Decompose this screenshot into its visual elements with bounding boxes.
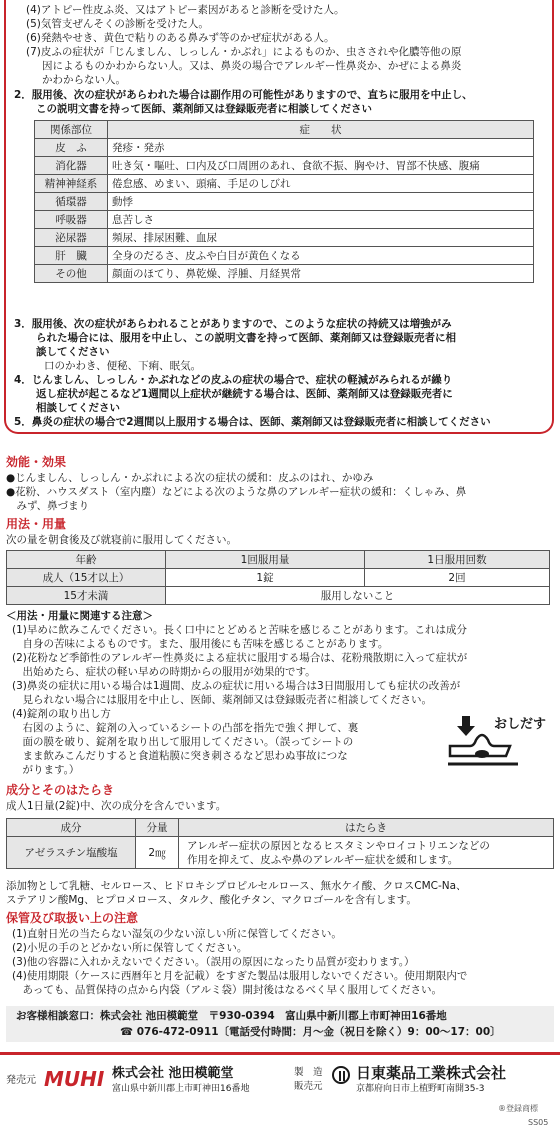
dosage-note: 右図のように、錠剤の入っているシートの凸部を指先で強く押して、裏 <box>12 722 359 734</box>
warn-item-3-sub: 口のかわき、便秘、下痢、眠気。 <box>44 360 202 372</box>
dosage-head-age: 年齢 <box>7 551 166 569</box>
nitto-logo-icon <box>332 1066 350 1084</box>
seller-name: 株式会社 池田模範堂 <box>112 1066 234 1081</box>
warn-item-4c: 相談してください <box>36 402 120 414</box>
table-row-part: 循環器 <box>35 193 108 211</box>
table-row-symptom: 発疹・発赤 <box>108 139 534 157</box>
table-row-symptom: 息苦しさ <box>108 211 534 229</box>
dosage-title: 用法・用量 <box>6 517 67 531</box>
footer-divider <box>0 1052 560 1055</box>
warn-item-4b: 返し症状が起こるなど1週間以上症状が継続する場合は、医師、薬剤師又は登録販売者に <box>36 388 453 400</box>
warn-item-5: (5)気管支ぜんそくの診断を受けた人。 <box>26 18 209 30</box>
table-row-symptom: 全身のだるさ、皮ふや白目が黄色くなる <box>108 247 534 265</box>
contact-phone[interactable]: ☎ 076-472-0911〔電話受付時間：月～金（祝日を除く）9：00～17：00〕 <box>120 1026 501 1038</box>
additives-line: ステアリン酸Mg、ヒプロメロース、タルク、酸化チタン、マクロゴールを含有します。 <box>6 894 417 906</box>
dosage-note: (2)花粉など季節性のアレルギー性鼻炎による症状に服用する場合は、花粉飛散期に入って症状が <box>12 652 468 664</box>
storage-line: (4)使用期限（ケースに西暦年と月を記載）をすぎた製品は服用しないでください。使用期限内で <box>12 970 468 982</box>
ingredient-amount: 2㎎ <box>136 837 179 869</box>
dosage-child-note: 服用しないこと <box>166 587 550 605</box>
effects-title: 効能・効果 <box>6 455 67 469</box>
warn-item-7c: かわからない人。 <box>42 74 126 86</box>
seller-address: 富山県中新川郡上市町神田16番地 <box>112 1084 250 1094</box>
warn-item-2a: 2．服用後、次の症状があらわれた場合は副作用の可能性がありますので、直ちに服用を中止し、 <box>14 89 473 101</box>
maker-label-1: 製 造 <box>294 1067 323 1078</box>
storage-line: (3)他の容器に入れかえないでください。（誤用の原因になったり品質が変わります。） <box>12 956 415 968</box>
table-row-symptom: 倦怠感、めまい、頭痛、手足のしびれ <box>108 175 534 193</box>
storage-line: あっても、品質保持の点から内袋（アルミ袋）開封後はなるべく早く服用してください。 <box>12 984 442 996</box>
table-row-symptom: 顔面のほてり、鼻乾燥、浮腫、月経異常 <box>108 265 534 283</box>
dosage-note: まま飲みこんだりすると食道粘膜に突き刺さるなど思わぬ事故につな <box>12 750 348 762</box>
maker-label-2: 販売元 <box>294 1081 323 1092</box>
contact-line1: お客様相談窓口：株式会社 池田模範堂 〒930-0394 富山県中新川郡上市町神田16番地 <box>16 1010 447 1022</box>
push-label: おしだす <box>494 717 547 732</box>
warn-item-4a: 4．じんましん、しっしん・かぶれなどの皮ふの症状の場合で、症状の軽減がみられるが繰り <box>14 374 453 386</box>
table-row-symptom: 頻尿、排尿困難、血尿 <box>108 229 534 247</box>
table-row-symptom: 吐き気・嘔吐、口内及び口周囲のあれ、食欲不振、胸やけ、胃部不快感、腹痛 <box>108 157 534 175</box>
dosage-age-child: 15才未満 <box>7 587 166 605</box>
warn-item-6: (6)発熱やせき、黄色で粘りのある鼻みず等のかぜ症状がある人。 <box>26 32 335 44</box>
dosage-intro: 次の量を朝食後及び就寝前に服用してください。 <box>6 534 237 546</box>
ingredient-name: アゼラスチン塩酸塩 <box>7 837 136 869</box>
warn-item-4: (4)アトピー性皮ふ炎、又はアトピー素因があると診断を受けた人。 <box>26 4 345 16</box>
storage-line: (1)直射日光の当たらない湿気の少ない涼しい所に保管してください。 <box>12 928 342 940</box>
dosage-head-dose: 1回服用量 <box>166 551 365 569</box>
warn-item-3a: 3．服用後、次の症状があらわれることがありますので、このような症状の持続又は増強がみ <box>14 318 452 330</box>
dosage-note: (3)鼻炎の症状に用いる場合は1週間、皮ふの症状に用いる場合は3日間服用しても症状の改善が <box>12 680 461 692</box>
storage-line: (2)小児の手のとどかない所に保管してください。 <box>12 942 248 954</box>
effects-line: みず、鼻づまり <box>6 500 90 512</box>
dosage-note: 見られない場合には服用を中止し、医師、薬剤師又は登録販売者に相談してください。 <box>12 694 432 706</box>
dosage-note: (1)早めに飲みこんでください。長く口中にとどめると苦味を感じることがあります。これは成分 <box>12 624 468 636</box>
warn-item-7a: (7)皮ふの症状が「じんましん、しっしん・かぶれ」によるものか、虫さされや化膿等他の原 <box>26 46 462 58</box>
ingredients-head-amount: 分量 <box>136 819 179 837</box>
table-row-part: 泌尿器 <box>35 229 108 247</box>
table-head-symptom: 症 状 <box>108 121 534 139</box>
dosage-note: 出始めたら、症状の軽い早めの時期からの服用が効果的です。 <box>12 666 316 678</box>
dosage-table <box>6 550 550 605</box>
ingredients-intro: 成人1日量(2錠)中、次の成分を含んでいます。 <box>6 800 227 812</box>
trademark-note: ®登録商標 <box>498 1104 538 1113</box>
effects-line: ●じんましん、しっしん・かぶれによる次の症状の緩和：皮ふのはれ、かゆみ <box>6 472 374 484</box>
push-out-illustration <box>448 716 554 766</box>
maker-address: 京都府向日市上植野町南開35-3 <box>356 1084 485 1094</box>
dosage-times-adult: 2回 <box>365 569 550 587</box>
doc-code: SS05 <box>528 1118 549 1127</box>
warn-item-5a: 5．鼻炎の症状の場合で2週間以上服用する場合は、医師、薬剤師又は登録販売者に相談してください <box>14 416 491 428</box>
muhi-logo: MUHI <box>44 1067 105 1091</box>
seller-label: 発売元 <box>6 1075 36 1086</box>
table-row-part: その他 <box>35 265 108 283</box>
table-row-part: 精神神経系 <box>35 175 108 193</box>
ingredients-table <box>6 818 554 869</box>
dosage-note: 面の膜を破り、錠剤を取り出して服用してください。（誤ってシートの <box>12 736 354 748</box>
table-row-part: 皮 ふ <box>35 139 108 157</box>
additives-line: 添加物として乳糖、セルロース、ヒドロキシプロピルセルロース、無水ケイ酸、クロスCMC-Na、 <box>6 880 467 892</box>
ingredient-action: 作用を抑えて、皮ふや鼻のアレルギー症状を緩和します。 <box>187 853 459 866</box>
warn-item-3c: 談してください <box>36 346 110 358</box>
maker-name: 日東薬品工業株式会社 <box>356 1064 507 1082</box>
dosage-dose-adult: 1錠 <box>166 569 365 587</box>
dosage-head-times: 1日服用回数 <box>365 551 550 569</box>
ingredients-head-action: はたらき <box>179 819 554 837</box>
warn-item-7b: 因によるものかわからない人。又は、鼻炎の場合でアレルギー性鼻炎か、かぜによる鼻炎 <box>42 60 462 72</box>
dosage-age-adult: 成人（15才以上） <box>7 569 166 587</box>
dosage-note: (4)錠剤の取り出し方 <box>12 708 111 720</box>
table-row-part: 呼吸器 <box>35 211 108 229</box>
dosage-note: がります。） <box>12 764 80 776</box>
effects-line: ●花粉、ハウスダスト（室内塵）などによる次のような鼻のアレルギー症状の緩和：くしゃみ、鼻 <box>6 486 467 498</box>
ingredients-head-name: 成分 <box>7 819 136 837</box>
table-row-part: 消化器 <box>35 157 108 175</box>
ingredients-title: 成分とそのはたらき <box>6 783 115 797</box>
warn-item-3b: られた場合には、服用を中止し、この説明文書を持って医師、薬剤師又は登録販売者に相 <box>36 332 456 344</box>
ingredient-action: アレルギー症状の原因となるヒスタミンやロイコトリエンなどの <box>187 839 490 852</box>
table-head-part: 関係部位 <box>35 121 108 139</box>
dosage-note: 自身の苦味によるものです。また、服用後にも苦味を感じることがあります。 <box>12 638 389 650</box>
side-effects-table <box>34 120 534 283</box>
storage-title: 保管及び取扱い上の注意 <box>6 911 139 925</box>
dosage-notes-title: ＜用法・用量に関連する注意＞ <box>6 610 153 622</box>
table-row-part: 肝 臓 <box>35 247 108 265</box>
table-row-symptom: 動悸 <box>108 193 534 211</box>
warn-item-2b: この説明文書を持って医師、薬剤師又は登録販売者に相談してください <box>36 103 372 115</box>
